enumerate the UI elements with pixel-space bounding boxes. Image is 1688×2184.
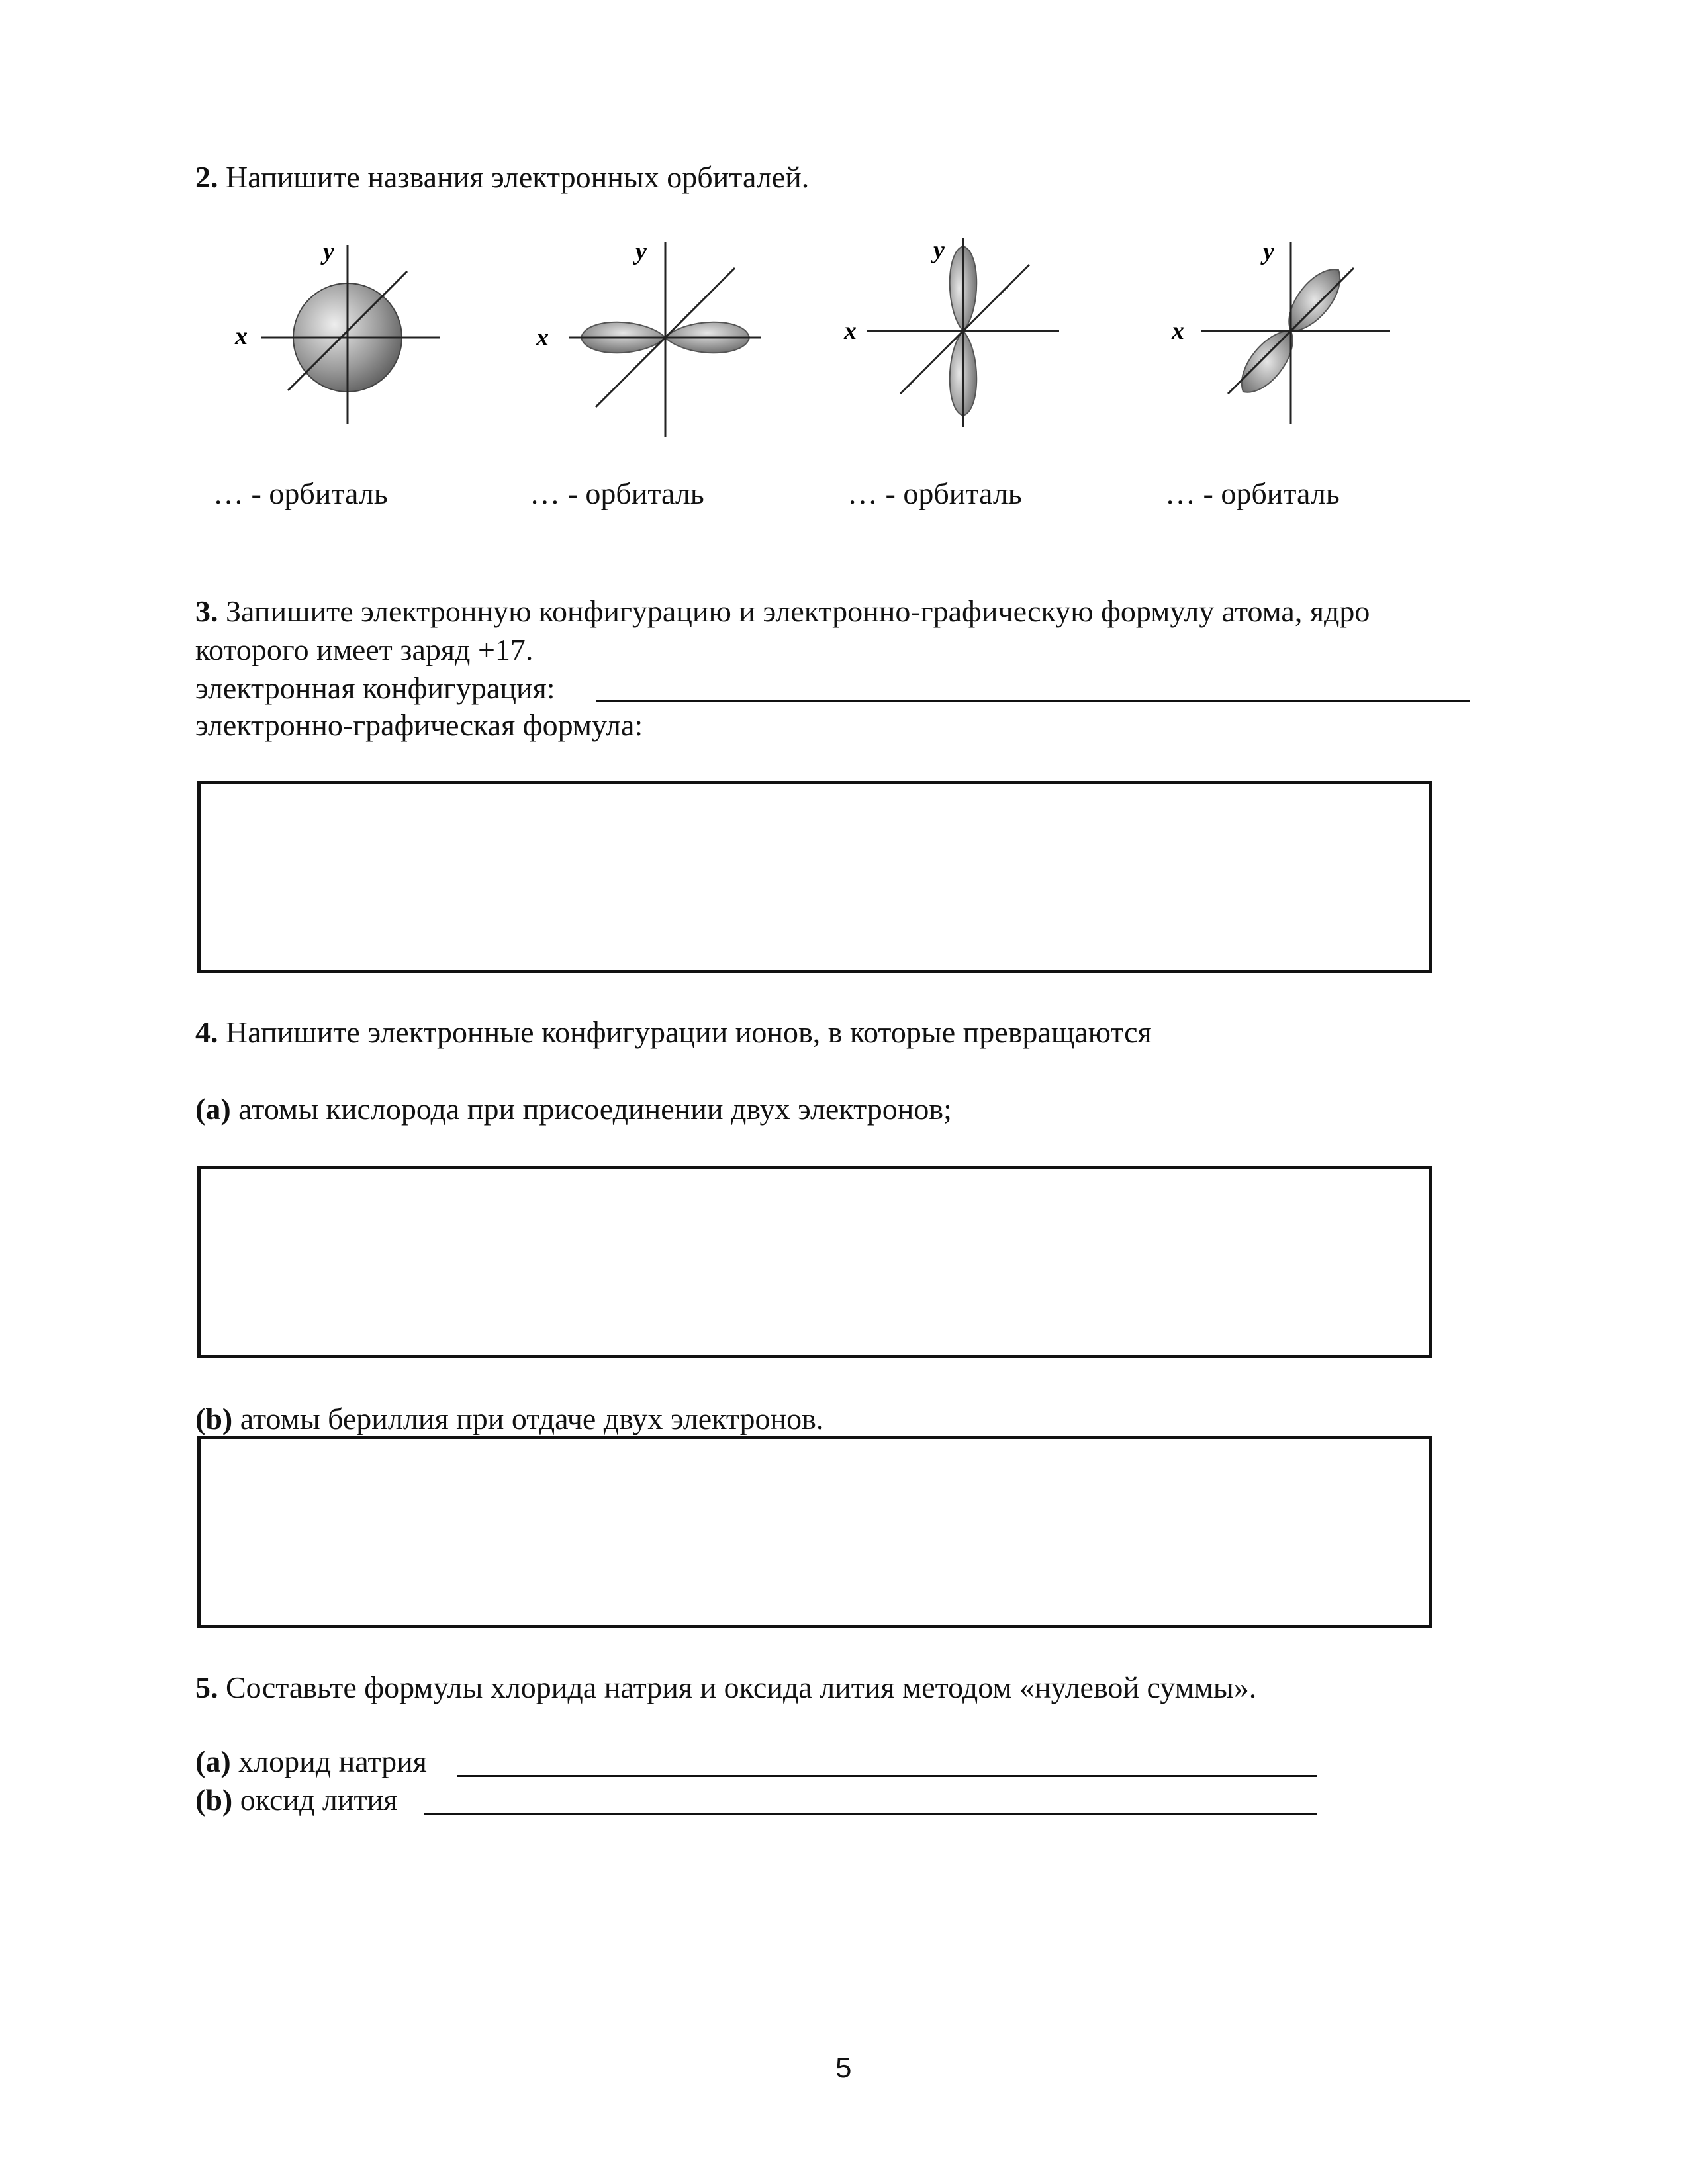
q4-a-label: (a) <box>195 1092 231 1126</box>
q4-a-answer-box[interactable] <box>197 1166 1432 1358</box>
q4-number: 4. <box>195 1015 218 1049</box>
x-axis-label: x <box>235 322 248 350</box>
q4-b-label: (b) <box>195 1402 233 1435</box>
q2-number: 2. <box>195 160 218 194</box>
orbital-pz-diagram <box>1165 232 1417 430</box>
orbital-caption-4: … - орбиталь <box>1165 477 1340 510</box>
orbital-caption-3: … - орбиталь <box>847 477 1022 510</box>
pz-lobe-lower <box>1242 331 1293 392</box>
q3-graphic-label: электронно-графическая формула: <box>195 708 643 742</box>
y-axis-label: y <box>933 236 945 264</box>
q3-heading-line1 <box>195 593 1370 630</box>
q5-heading <box>195 1669 1256 1706</box>
q3-text-line2: которого имеет заряд +17. <box>195 633 534 666</box>
q3-answer-box[interactable] <box>197 781 1432 973</box>
q5-number: 5. <box>195 1670 218 1704</box>
y-axis-label: y <box>1263 238 1274 265</box>
q5-b-prompt <box>195 1782 397 1819</box>
q3-text-line1: Запишите электронную конфигурацию и электронно-графическую формулу атома, ядро <box>226 594 1370 628</box>
q4-b-prompt <box>195 1400 823 1437</box>
x-axis-label: x <box>844 317 857 345</box>
q3-number: 3. <box>195 594 218 628</box>
q4-heading <box>195 1014 1152 1051</box>
q5-b-label: (b) <box>195 1783 233 1817</box>
page-number: 5 <box>835 2052 852 2084</box>
orbital-s-diagram <box>205 232 457 430</box>
x-axis-label: x <box>536 324 549 351</box>
q4-a-text: атомы кислорода при присоединении двух электронов; <box>238 1092 952 1126</box>
q5-a-prompt <box>195 1743 427 1780</box>
x-axis-label: x <box>1172 317 1184 345</box>
q5-a-answer-line[interactable] <box>457 1775 1317 1777</box>
q4-b-text: атомы бериллия при отдаче двух электронов. <box>240 1402 824 1435</box>
orbital-py-diagram <box>841 232 1092 430</box>
q4-a-prompt <box>195 1091 952 1128</box>
orbital-caption-2: … - орбиталь <box>530 477 704 510</box>
q5-a-text: хлорид натрия <box>238 1745 427 1778</box>
q4-b-answer-box[interactable] <box>197 1436 1432 1628</box>
pz-lobe-upper <box>1289 269 1340 331</box>
q3-config-label: электронная конфигурация: <box>195 671 555 705</box>
q5-b-text: оксид лития <box>240 1783 398 1817</box>
q5-text: Составьте формулы хлорида натрия и оксида лития методом «нулевой суммы». <box>226 1670 1257 1704</box>
q5-a-label: (a) <box>195 1745 231 1778</box>
y-axis-label: y <box>323 238 334 265</box>
q5-b-answer-line[interactable] <box>424 1813 1317 1815</box>
q3-config-answer-line[interactable] <box>596 700 1470 702</box>
y-axis-label: y <box>635 238 647 265</box>
orbital-caption-1: … - орбиталь <box>213 477 388 510</box>
q2-heading <box>195 159 809 196</box>
q2-text: Напишите названия электронных орбиталей. <box>226 160 810 194</box>
q4-text: Напишите электронные конфигурации ионов, в которые превращаются <box>226 1015 1152 1049</box>
orbital-px-diagram <box>523 232 774 443</box>
